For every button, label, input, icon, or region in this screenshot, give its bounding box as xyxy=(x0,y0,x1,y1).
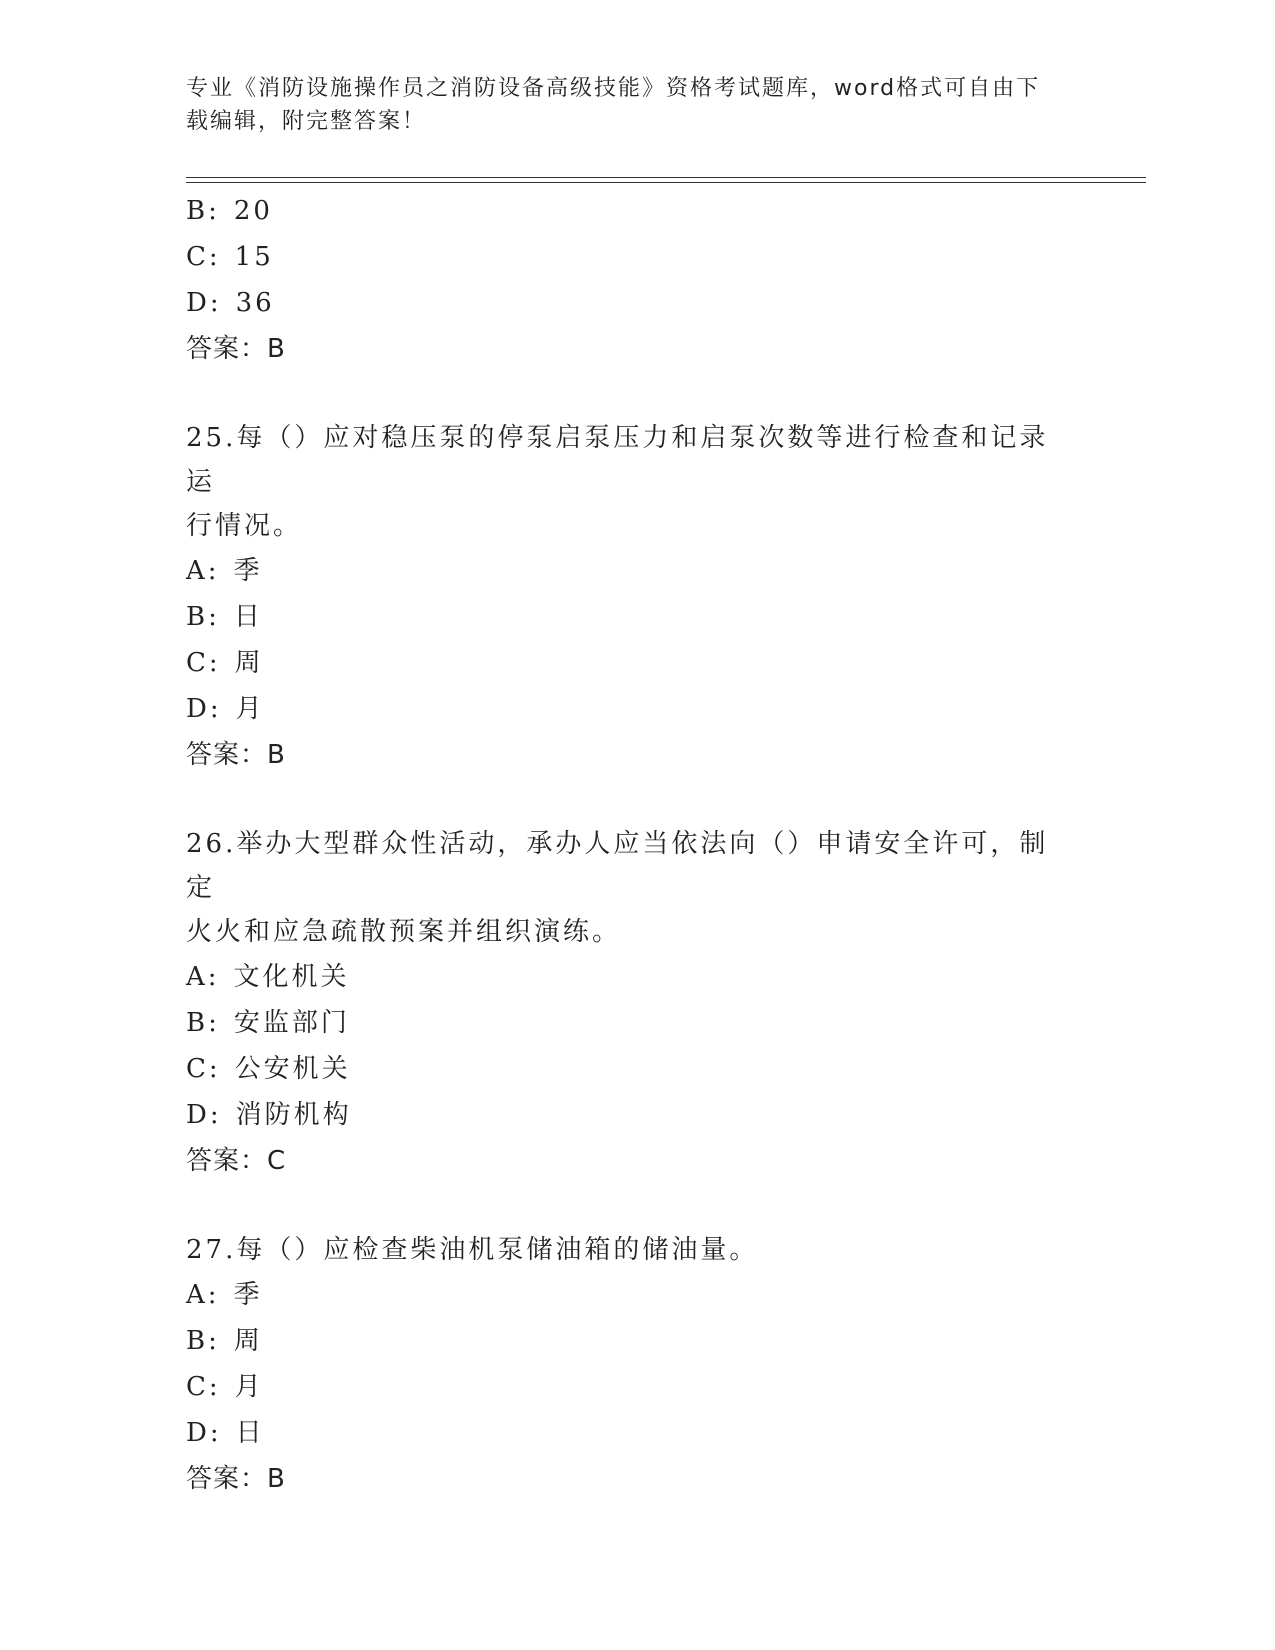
option-d: D: 月 xyxy=(186,694,265,724)
option-a: A: 文化机关 xyxy=(186,962,350,992)
question-26 xyxy=(186,822,1086,1184)
header-line-2: 载编辑，附完整答案！ xyxy=(186,109,427,134)
option-a: A: 季 xyxy=(186,556,263,586)
question-24-continuation xyxy=(186,188,1086,372)
option-b: B: 周 xyxy=(186,1326,263,1356)
answer-line: 答案：C xyxy=(186,1146,287,1176)
option-d: D: 日 xyxy=(186,1418,265,1448)
answer-line: 答案：B xyxy=(186,334,286,364)
question-text: 27.每（）应检查柴油机泵储油箱的储油量。 xyxy=(186,1235,759,1265)
question-text: 26.举办大型群众性活动，承办人应当依法向（）申请安全许可，制定 火火和应急疏散预案并组织演练。 xyxy=(186,829,1049,947)
option-d: D: 36 xyxy=(186,288,275,318)
option-c: C: 周 xyxy=(186,648,264,678)
answer-line: 答案：B xyxy=(186,740,286,770)
header-line-1: 专业《消防设施操作员之消防设备高级技能》资格考试题库，word格式可自由下 xyxy=(186,76,1041,101)
option-b: B: 安监部门 xyxy=(186,1008,350,1038)
question-25 xyxy=(186,416,1086,778)
question-list xyxy=(186,188,1086,1502)
question-text: 25.每（）应对稳压泵的停泵启泵压力和启泵次数等进行检查和记录运 行情况。 xyxy=(186,423,1049,541)
question-27 xyxy=(186,1228,1086,1502)
option-b: B: 20 xyxy=(186,196,273,226)
option-c: C: 15 xyxy=(186,242,274,272)
option-c: C: 月 xyxy=(186,1372,264,1402)
header-rule-bottom xyxy=(186,182,1146,183)
option-b: B: 日 xyxy=(186,602,263,632)
option-a: A: 季 xyxy=(186,1280,263,1310)
document-header xyxy=(186,72,1066,138)
option-d: D: 消防机构 xyxy=(186,1100,352,1130)
option-c: C: 公安机关 xyxy=(186,1054,351,1084)
header-rule-top xyxy=(186,177,1146,178)
answer-line: 答案：B xyxy=(186,1464,286,1494)
